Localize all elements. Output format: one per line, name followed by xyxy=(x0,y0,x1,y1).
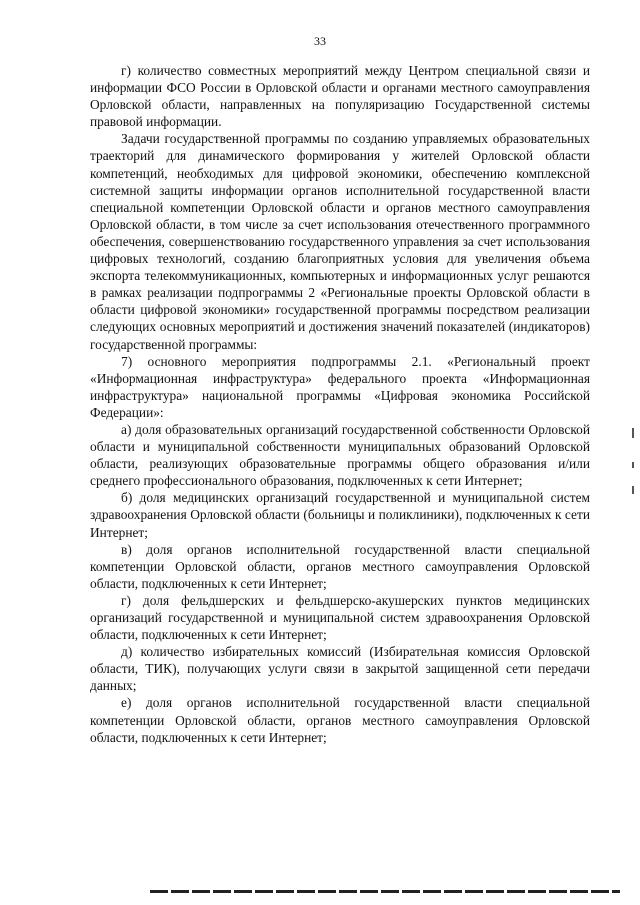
scan-artifact-mark xyxy=(632,486,634,494)
paragraph-tasks: Задачи государственной программы по созданию управляемых образовательных траекторий для динамического формирования у жителей Орловской области компетенций, необходимых для цифровой экономики, обеспечению комплексной системной защиты информации органов исполнительной государственной власти специальной компетенции Орловской области и органов местного самоуправления Орловской области, в том числе за счет использования отечественного программного обеспечения, совершенствованию государственного управления за счет использования цифровых технологий, созданию благоприятных условия для увеличения объема экспорта телекоммуникационных, компьютерных и информационных услуг решаются в рамках реализации подпрограммы 2 «Региональные проекты Орловской области в области цифровой экономики» государственной программы посредством реализации следующих основных мероприятий и достижения значений показателей (индикаторов) государственной программы: xyxy=(90,131,590,352)
paragraph-item-v: в) доля органов исполнительной государственной власти специальной компетенции Орловской области, органов местного самоуправления Орловской области, подключенных к сети Интернет; xyxy=(90,541,590,591)
page-number: 33 xyxy=(314,34,326,48)
paragraph-item-d: д) количество избирательных комиссий (Избирательная комиссия Орловской области, ТИК), получающих услуги связи в закрытой защищенной сети передачи данных; xyxy=(90,644,590,694)
scan-bottom-edge xyxy=(150,890,620,893)
paragraph-item-e: е) доля органов исполнительной государственной власти специальной компетенции Орловской области, органов местного самоуправления Орловской области, подключенных к сети Интернет; xyxy=(90,695,590,745)
paragraph-item-b: б) доля медицинских организаций государственной и муниципальной систем здравоохранения Орловской области (больницы и поликлиники), подключенных к сети Интернет; xyxy=(90,490,590,540)
paragraph-item-g: г) доля фельдшерских и фельдшерско-акушерских пунктов медицинских организаций государственной и муниципальной систем здравоохранения Орловской области, подключенных к сети Интернет; xyxy=(90,592,590,643)
paragraph-g-events: г) количество совместных мероприятий между Центром специальной связи и информации ФСО России в Орловской области и органами местного самоуправления Орловской области, направленных на популяризацию Государственной системы правовой информации. xyxy=(90,63,590,130)
scan-artifact-mark xyxy=(632,462,634,468)
paragraph-main-event-7: 7) основного мероприятия подпрограммы 2.1. «Региональный проект «Информационная инфраструктура» федерального проекта «Информационная инфраструктура» национальной программы «Цифровая экономика Российской Федерации»: xyxy=(90,353,590,420)
document-body xyxy=(90,62,590,746)
scan-artifact-mark xyxy=(632,428,634,438)
paragraph-item-a: а) доля образовательных организаций государственной собственности Орловской области и муниципальной собственности муниципальных образований Орловской области, реализующих образовательные программы общего образования и/или среднего профессионального образования, подключенных к сети Интернет; xyxy=(90,421,590,489)
